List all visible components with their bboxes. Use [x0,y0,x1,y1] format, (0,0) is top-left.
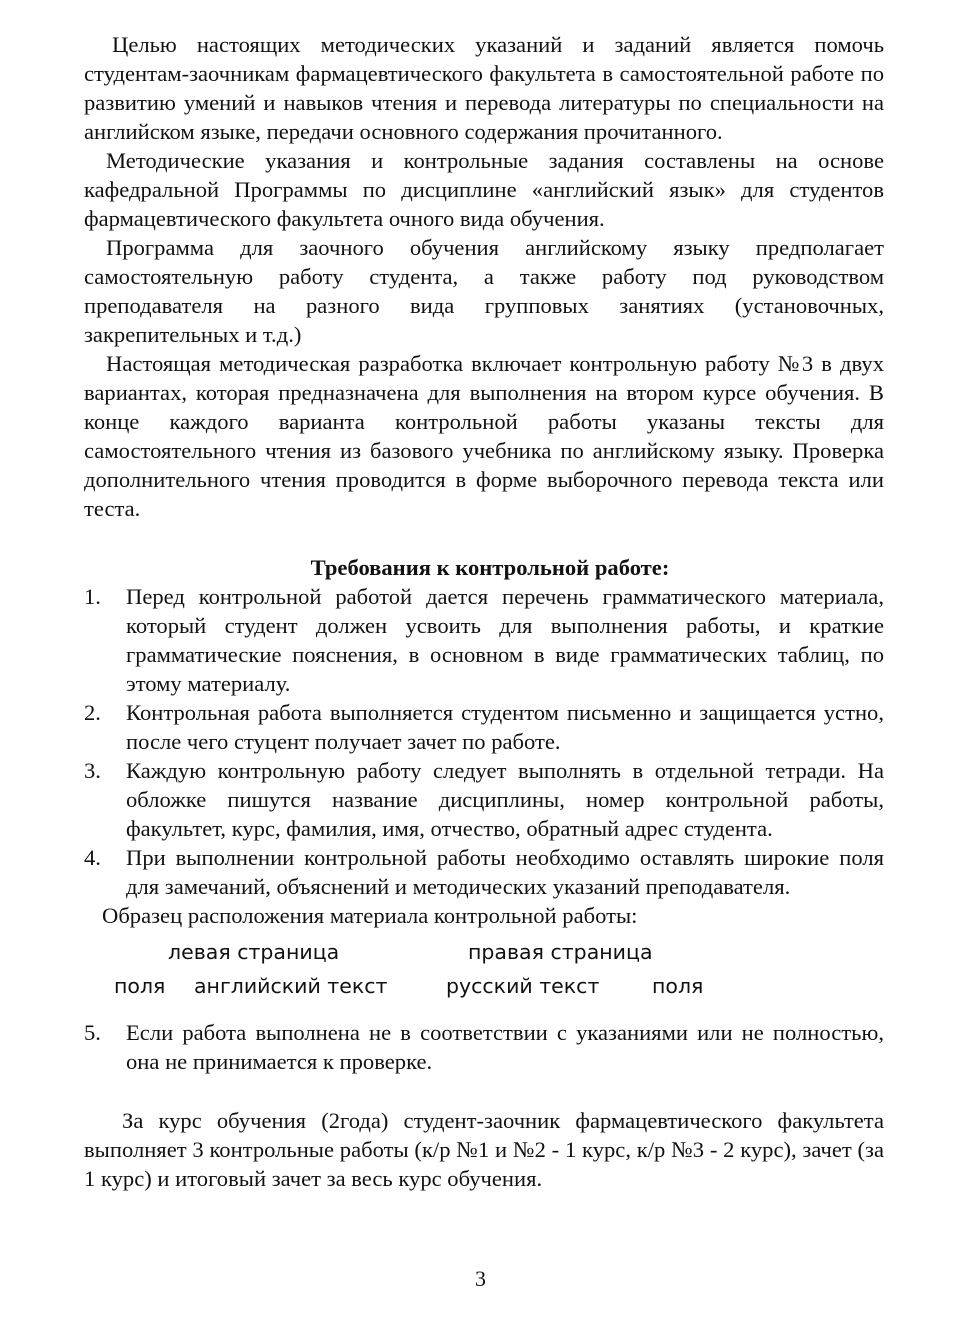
requirements-heading: Требования к контрольной работе: [310,555,670,580]
course-summary-paragraph: За курс обучения (2года) студент-заочник фармацевтического факультета выполняет 3 контрольные работы (к/р №1 и №2 - 1 курс, к/р №3 - 2 курс), зачет (за 1 курс) и итоговый зачет за весь курс обучения. [84,1108,884,1191]
requirements-list-continued [84,1018,884,1076]
left-page-label: левая страница [168,940,340,964]
requirement-number: 1. [84,584,101,609]
requirement-number: 4. [84,845,101,870]
right-margin-label: поля [652,974,704,998]
requirement-item [84,1018,884,1076]
requirement-number: 5. [84,1020,101,1045]
intro-paragraph: Целью настоящих методических указаний и заданий является помочь студентам-заочникам фармацевтического факультета в самостоятельной работе по развитию умений и навыков чтения и перевода литературы по специальности на английском языке, передачи основного содержания прочитанного. [84,32,884,144]
intro-paragraph: Настоящая методическая разработка включает контрольную работу №3 в двух вариантах, которая предназначена для выполнения на втором курсе обучения. В конце каждого варианта контрольной работы указаны тексты для самостоятельного чтения из базового учебника по английскому языку. Проверка дополнительного чтения проводится в форме выборочного перевода текста или теста. [84,351,884,521]
intro-paragraph: Программа для заочного обучения английскому языку предполагает самостоятельную работу студента, а также работу под руководством преподавателя на разного вида групповых занятиях (установочных, закрепительных и т.д.) [84,235,884,347]
sample-layout-diagram [84,936,884,1010]
requirement-item [84,582,884,698]
document-page [84,30,884,1193]
requirements-list [84,582,884,901]
requirement-text: Перед контрольной работой дается перечень грамматического материала, который студент должен усвоить для выполнения работы, и краткие грамматические пояснения, в основном в виде грамматических таблиц, по этому материалу. [126,584,884,696]
requirement-number: 2. [84,700,101,725]
requirement-item [84,698,884,756]
requirement-number: 3. [84,758,101,783]
russian-text-label: русский текст [446,974,600,998]
requirement-text: Контрольная работа выполняется студентом письменно и защищается устно, после чего стуцент получает зачет по работе. [126,700,884,754]
requirement-item [84,843,884,901]
requirement-text: При выполнении контрольной работы необходимо оставлять широкие поля для замечаний, объяснений и методических указаний преподавателя. [126,845,884,899]
left-margin-label: поля [114,974,166,998]
english-text-label: английский текст [194,974,388,998]
requirement-item [84,756,884,843]
page-number: 3 [475,1266,486,1291]
requirement-text: Каждую контрольную работу следует выполнять в отдельной тетради. На обложке пишутся название дисциплины, номер контрольной работы, факультет, курс, фамилия, имя, отчество, обратный адрес студента. [126,758,884,841]
sample-layout-caption: Образец расположения материала контрольной работы: [102,903,638,928]
right-page-label: правая страница [468,940,653,964]
requirement-text: Если работа выполнена не в соответствии с указаниями или не полностью, она не принимается к проверке. [126,1020,884,1074]
intro-paragraph: Методические указания и контрольные задания составлены на основе кафедральной Программы по дисциплине «английский язык» для студентов фармацевтического факультета очного вида обучения. [84,148,884,231]
